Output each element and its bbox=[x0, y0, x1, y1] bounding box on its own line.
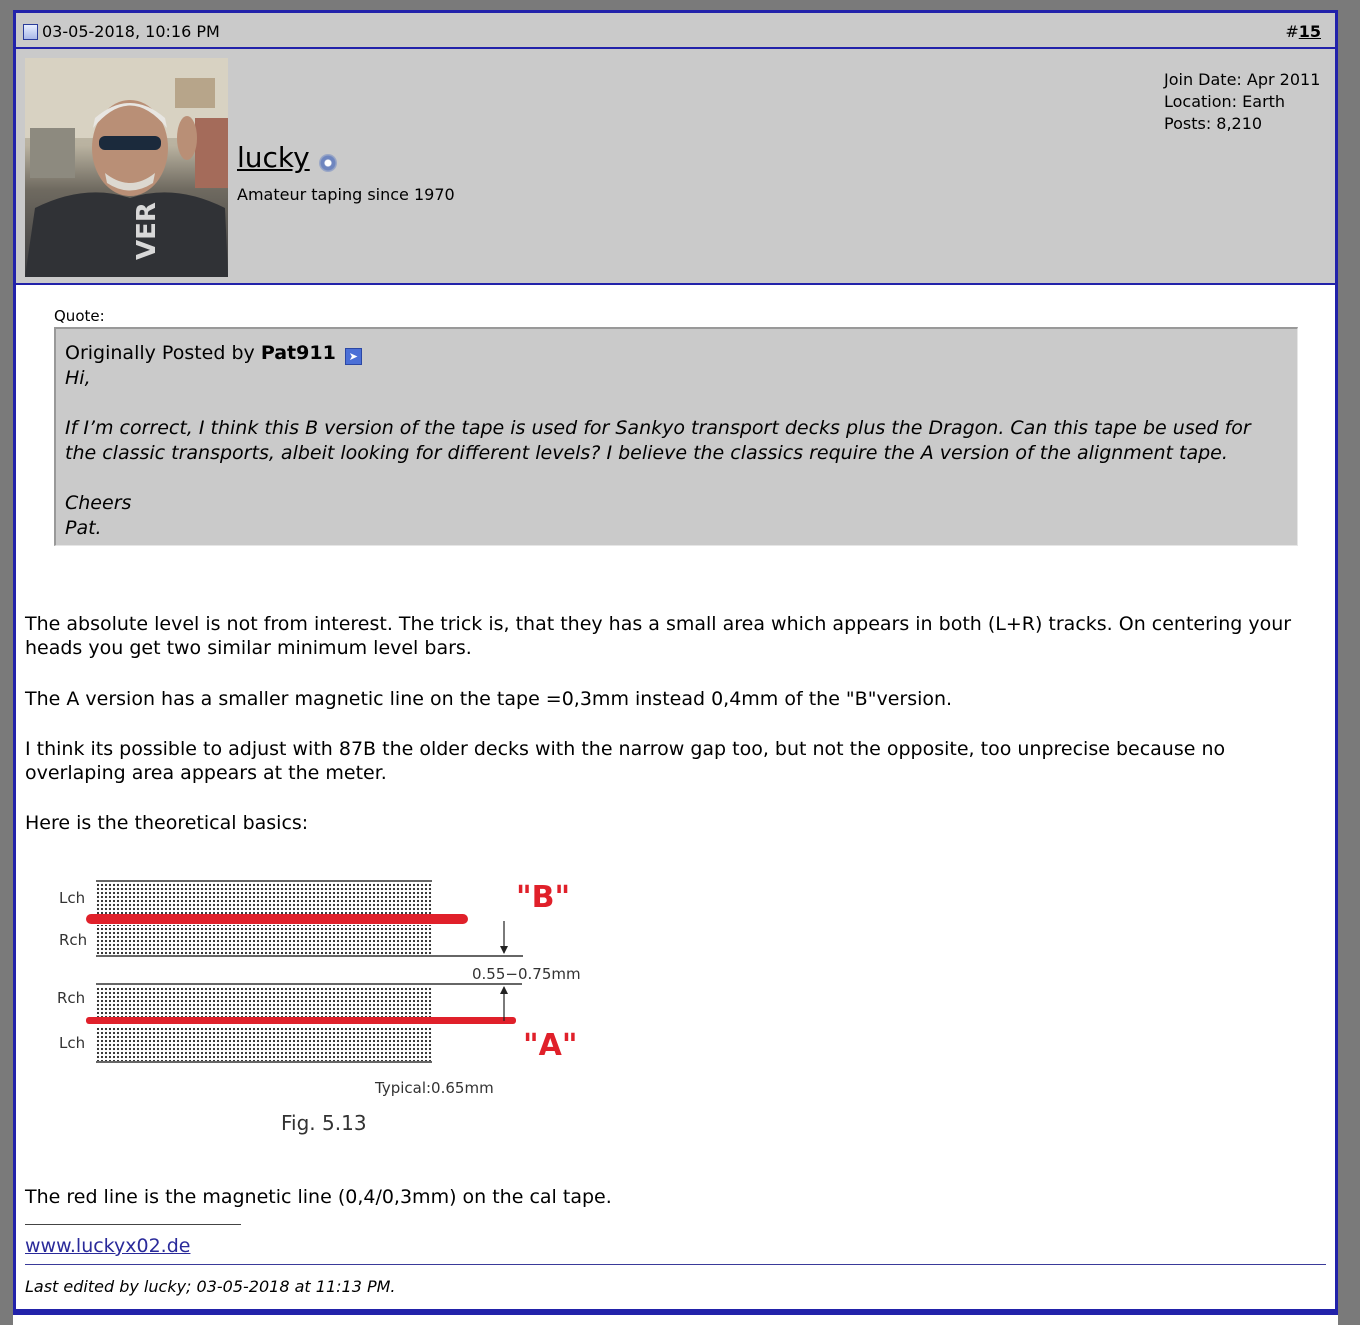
signature-divider bbox=[25, 1224, 241, 1225]
online-status-icon bbox=[314, 154, 337, 175]
forum-post bbox=[13, 10, 1338, 1312]
body-paragraph: The A version has a smaller magnetic line on the tape =0,3mm instead 0,4mm of the "B"version. bbox=[25, 688, 953, 710]
body-paragraph: I think its possible to adjust with 87B the older decks with the narrow gap too, but not the opposite, too unprecise because no overlaping area appears at the meter. bbox=[25, 738, 1226, 784]
body-paragraph: The absolute level is not from interest. The trick is, that they has a small area which appears in both (L+R) tracks. On centering your heads you get two similar minimum level bars. bbox=[25, 613, 1292, 659]
magnetic-line-b bbox=[86, 914, 468, 924]
last-edited-note: Last edited by lucky; 03-05-2018 at 11:13 PM. bbox=[25, 1277, 396, 1296]
username-link[interactable] bbox=[237, 141, 310, 174]
view-post-arrow-icon[interactable]: ➤ bbox=[345, 348, 362, 365]
edit-divider bbox=[25, 1264, 1326, 1265]
quote-line: If I’m correct, I think this B version of the tape is used for Sankyo transport decks plus the Dragon. Can this tape be used for the classic transports, albeit looking for different levels? I believe the classics require the A version of the alignment tape. bbox=[65, 417, 1251, 464]
post-number-prefix: # bbox=[1285, 22, 1299, 41]
quote-posted-by: Originally Posted by bbox=[65, 342, 255, 364]
username-text[interactable]: lucky bbox=[237, 141, 310, 174]
magnetic-line-a bbox=[86, 1017, 516, 1024]
body-paragraph: Here is the theoretical basics: bbox=[25, 812, 309, 834]
quote-line bbox=[65, 466, 1285, 491]
avatar[interactable] bbox=[25, 58, 228, 277]
post-permalink[interactable]: 15 bbox=[1298, 22, 1321, 41]
quote-line bbox=[65, 391, 1285, 416]
quote-label: Quote: bbox=[54, 307, 105, 325]
user-details bbox=[1164, 69, 1320, 135]
user-location: Location: Earth bbox=[1164, 92, 1286, 111]
quote-box bbox=[54, 327, 1298, 546]
quote-poster-name: Pat911 bbox=[260, 342, 336, 364]
user-title: Amateur taping since 1970 bbox=[237, 185, 455, 204]
body-paragraph: The red line is the magnetic line (0,4/0,3mm) on the cal tape. bbox=[25, 1186, 612, 1208]
quote-line: Cheers bbox=[65, 492, 132, 514]
user-info-bar bbox=[16, 49, 1335, 285]
label-rch-top: Rch bbox=[59, 931, 88, 949]
post-status-icon bbox=[23, 24, 38, 40]
label-rch-bottom: Rch bbox=[57, 989, 86, 1007]
post-number bbox=[1285, 22, 1321, 41]
label-gap: 0.55−0.75mm bbox=[472, 965, 581, 983]
post-date: 03-05-2018, 10:16 PM bbox=[42, 22, 220, 41]
label-typical: Typical:0.65mm bbox=[375, 1079, 494, 1097]
quote-attribution bbox=[65, 341, 1285, 366]
signature-link[interactable]: www.luckyx02.de bbox=[25, 1235, 191, 1257]
figure-caption: Fig. 5.13 bbox=[281, 1111, 367, 1135]
quote-message bbox=[65, 366, 1285, 541]
post-count: Posts: 8,210 bbox=[1164, 114, 1263, 133]
label-lch-bottom: Lch bbox=[59, 1034, 86, 1052]
label-version-b: "B" bbox=[516, 880, 571, 915]
label-lch-top: Lch bbox=[59, 889, 86, 907]
svg-text:VER: VER bbox=[132, 202, 162, 260]
join-date: Join Date: Apr 2011 bbox=[1164, 70, 1321, 89]
next-post-edge bbox=[13, 1312, 1338, 1325]
tape-track-diagram bbox=[28, 843, 588, 1143]
quote-line: Pat. bbox=[65, 517, 102, 539]
quote-line: Hi, bbox=[65, 367, 91, 389]
post-header bbox=[16, 13, 1335, 49]
label-version-a: "A" bbox=[523, 1028, 578, 1063]
